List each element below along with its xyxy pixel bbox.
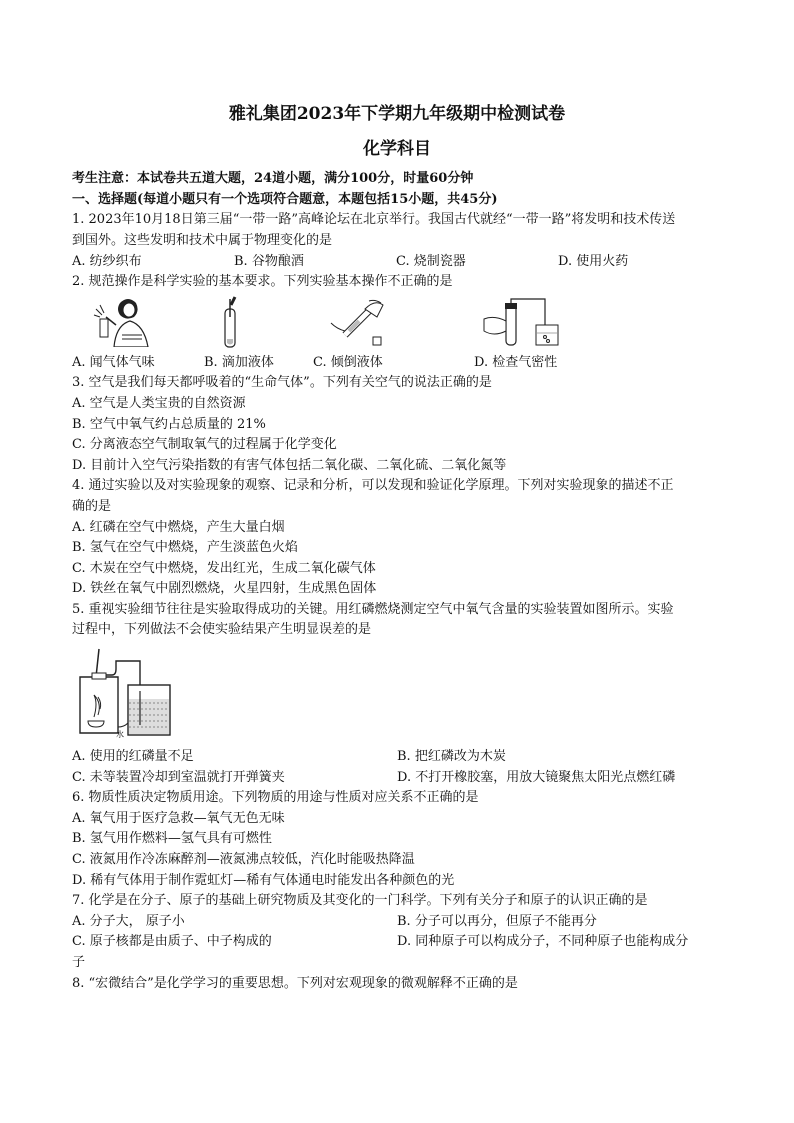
q1-option-c: C. 烧制瓷器 xyxy=(396,253,466,269)
q6-option-b: B. 氢气用作燃料—氢气具有可燃性 xyxy=(72,831,272,847)
subject-title: 化学科目 xyxy=(363,138,431,159)
exam-title: 雅礼集团2023年下学期九年级期中检测试卷 xyxy=(228,104,566,124)
exam-page xyxy=(72,100,722,994)
q7-options-row1 xyxy=(72,912,722,933)
air-tightness-figure xyxy=(476,295,566,349)
q3-option-a: A. 空气是人类宝贵的自然资源 xyxy=(72,395,246,411)
q1-option-b: B. 谷物酿酒 xyxy=(234,253,304,269)
q4-option-b: B. 氢气在空气中燃烧，产生淡蓝色火焰 xyxy=(72,540,298,556)
q6-option-a: A. 氧气用于医疗急救—氧气无色无味 xyxy=(72,810,285,826)
pour-liquid-figure xyxy=(325,295,391,347)
q5-stem-line1: 5. 重视实验细节往往是实验取得成功的关键。用红磷燃烧测定空气中氧气含量的实验装置如图所示。实验 xyxy=(72,601,674,617)
q4-option-c: C. 木炭在空气中燃烧，发出红光，生成二氧化碳气体 xyxy=(72,560,376,576)
q6-option-d: D. 稀有气体用于制作霓虹灯—稀有气体通电时能发出各种颜色的光 xyxy=(72,872,455,888)
q5-option-d: D. 不打开橡胶塞，用放大镜聚焦太阳光点燃红磷 xyxy=(397,769,676,785)
q5-options-row1 xyxy=(72,747,722,768)
q7-stem: 7. 化学是在分子、原子的基础上研究物质及其变化的一门科学。下列有关分子和原子的认识正确的是 xyxy=(72,893,648,909)
q4-option-d: D. 铁丝在氧气中剧烈燃烧，火星四射，生成黑色固体 xyxy=(72,581,377,597)
exam-notice: 考生注意：本试卷共五道大题，24道小题，满分100分，时量60分钟 xyxy=(72,171,474,187)
smell-gas-figure xyxy=(92,295,154,347)
q3-option-c: C. 分离液态空气制取氧气的过程属于化学变化 xyxy=(72,437,337,453)
q7-option-b: B. 分子可以再分，但原子不能再分 xyxy=(397,913,597,929)
q7-option-d: D. 同种原子可以构成分子，不同种原子也能构成分 xyxy=(397,934,689,950)
q2-option-c: C. 倾倒液体 xyxy=(313,354,383,370)
q2-option-d: D. 检查气密性 xyxy=(474,354,558,370)
q8-stem: 8. “宏微结合”是化学学习的重要思想。下列对宏观现象的微观解释不正确的是 xyxy=(72,975,518,991)
q7-options-row2 xyxy=(72,932,722,953)
q2-option-a: A. 闻气体气味 xyxy=(72,354,155,370)
q1-options xyxy=(72,252,722,273)
q2-option-b: B. 滴加液体 xyxy=(204,354,274,370)
q3-option-b: B. 空气中氧气约占总质量的 21% xyxy=(72,416,266,432)
q5-options-row2 xyxy=(72,768,722,789)
q1-stem-line2: 到国外。这些发明和技术中属于物理变化的是 xyxy=(72,232,333,248)
q1-option-d: D. 使用火药 xyxy=(558,253,629,269)
q4-option-a: A. 红磷在空气中燃烧，产生大量白烟 xyxy=(72,519,285,535)
q7-option-c: C. 原子核都是由质子、中子构成的 xyxy=(72,934,272,950)
q3-stem: 3. 空气是我们每天都呼吸着的“生命气体”。下列有关空气的说法正确的是 xyxy=(72,375,492,391)
q1-option-a: A. 纺纱织布 xyxy=(72,253,142,269)
q5-stem-line2: 过程中，下列做法不会使实验结果产生明显误差的是 xyxy=(72,622,372,638)
q4-stem-line1: 4. 通过实验以及对实验现象的观察、记录和分析，可以发现和验证化学原理。下列对实验现象的描述不正 xyxy=(72,478,674,494)
q2-figures xyxy=(72,295,722,351)
q5-figure xyxy=(72,647,722,743)
q2-options xyxy=(72,353,722,374)
dropper-figure xyxy=(215,295,245,349)
red-phosphorus-apparatus xyxy=(74,647,174,739)
q5-option-b: B. 把红磷改为木炭 xyxy=(397,749,506,765)
q7-option-a: A. 分子大， 原子小 xyxy=(72,913,185,929)
q6-stem: 6. 物质性质决定物质用途。下列物质的用途与性质对应关系不正确的是 xyxy=(72,790,479,806)
q5-option-c: C. 未等装置冷却到室温就打开弹簧夹 xyxy=(72,769,285,785)
q4-stem-line2: 确的是 xyxy=(72,498,112,514)
water-label: 水 xyxy=(116,730,124,740)
q7-option-d-wrap: 子 xyxy=(72,955,86,970)
q1-stem-line1: 1. 2023年10月18日第三届“一带一路”高峰论坛在北京举行。我国古代就经“一带一路”将发明和技术传送 xyxy=(72,212,676,228)
q5-option-a: A. 使用的红磷量不足 xyxy=(72,749,194,765)
section-heading: 一、选择题(每道小题只有一个选项符合题意，本题包括15小题，共45分) xyxy=(72,191,498,207)
q2-stem: 2. 规范操作是科学实验的基本要求。下列实验基本操作不正确的是 xyxy=(72,274,453,290)
q6-option-c: C. 液氮用作冷冻麻醉剂—液氮沸点较低，汽化时能吸热降温 xyxy=(72,852,415,868)
q3-option-d: D. 目前计入空气污染指数的有害气体包括二氧化碳、二氧化硫、二氧化氮等 xyxy=(72,457,507,473)
